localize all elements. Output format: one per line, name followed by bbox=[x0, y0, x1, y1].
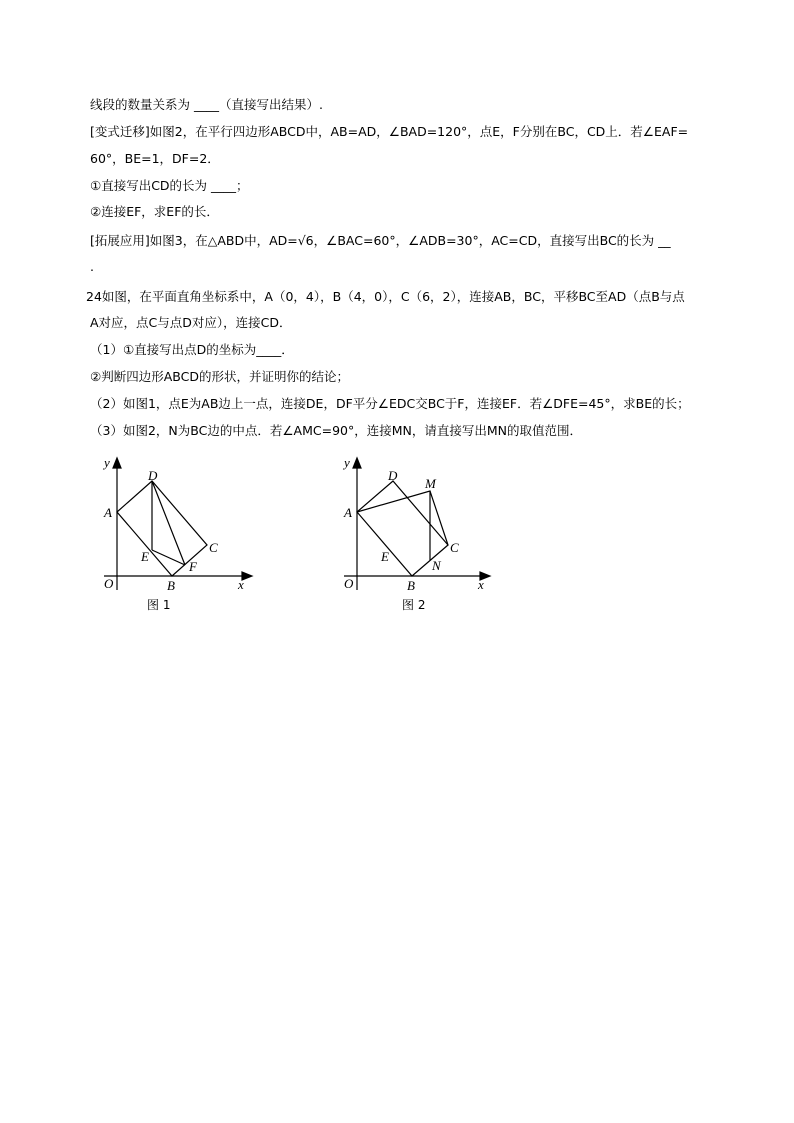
point-label: C bbox=[209, 540, 218, 555]
point-label: D bbox=[388, 468, 398, 483]
figure-1 bbox=[104, 458, 252, 590]
question-24-line: 24如图，在平面直角坐标系中，A（0，4），B（4，0），C（6，2），连接AB，BC，平移BC至AD（点B与点 bbox=[86, 289, 685, 304]
point-label: E bbox=[381, 549, 389, 564]
question-24-line: （2）如图1，点E为AB边上一点，连接DE，DF平分∠EDC交BC于F，连接EF．若∠DFE=45°，求BE的长； bbox=[90, 396, 690, 411]
point-label: B bbox=[407, 578, 415, 593]
point-label: D bbox=[148, 468, 158, 483]
figure-2 bbox=[344, 458, 490, 590]
point-label: C bbox=[450, 540, 459, 555]
question-24-line: A对应，点C与点D对应），连接CD． bbox=[90, 315, 292, 330]
text-line: ②连接EF，求EF的长． bbox=[90, 204, 219, 219]
point-label: x bbox=[238, 577, 244, 592]
point-label: A bbox=[104, 505, 112, 520]
question-24-line: ②判断四边形ABCD的形状，并证明你的结论； bbox=[90, 369, 349, 384]
text-line: 60°，BE=1，DF=2． bbox=[90, 151, 220, 166]
text-line: [变式迁移]如图2，在平行四边形ABCD中，AB=AD，∠BAD=120°，点E，F分别在BC，CD上．若∠EAF= bbox=[90, 124, 689, 139]
point-label: O bbox=[344, 576, 354, 591]
question-24-line: （3）如图2，N为BC边的中点．若∠AMC=90°，连接MN，请直接写出MN的取值范围． bbox=[90, 423, 583, 438]
question-24-line: （1）①直接写出点D的坐标为____． bbox=[90, 342, 294, 357]
text-line: 线段的数量关系为 ____（直接写出结果）. bbox=[90, 97, 323, 112]
point-label: E bbox=[141, 549, 149, 564]
figure-2-labels bbox=[342, 455, 484, 612]
point-label: O bbox=[104, 576, 114, 591]
point-label: A bbox=[344, 505, 352, 520]
text-line: [拓展应用]如图3，在△ABD中，AD=√6，∠BAC=60°，∠ADB=30°，AC=CD，直接写出BC的长为 __ bbox=[90, 233, 671, 248]
point-label: M bbox=[425, 476, 436, 491]
text-line: . bbox=[90, 259, 94, 274]
point-label: x bbox=[478, 577, 484, 592]
point-label: N bbox=[432, 558, 441, 573]
figure-2-caption: 图 2 bbox=[402, 598, 426, 612]
point-label: B bbox=[167, 578, 175, 593]
point-label: y bbox=[344, 455, 350, 470]
point-label: y bbox=[104, 455, 110, 470]
figure-1-caption: 图 1 bbox=[147, 598, 171, 612]
text-line: ①直接写出CD的长为 ____； bbox=[90, 178, 249, 193]
point-label: F bbox=[189, 559, 197, 574]
